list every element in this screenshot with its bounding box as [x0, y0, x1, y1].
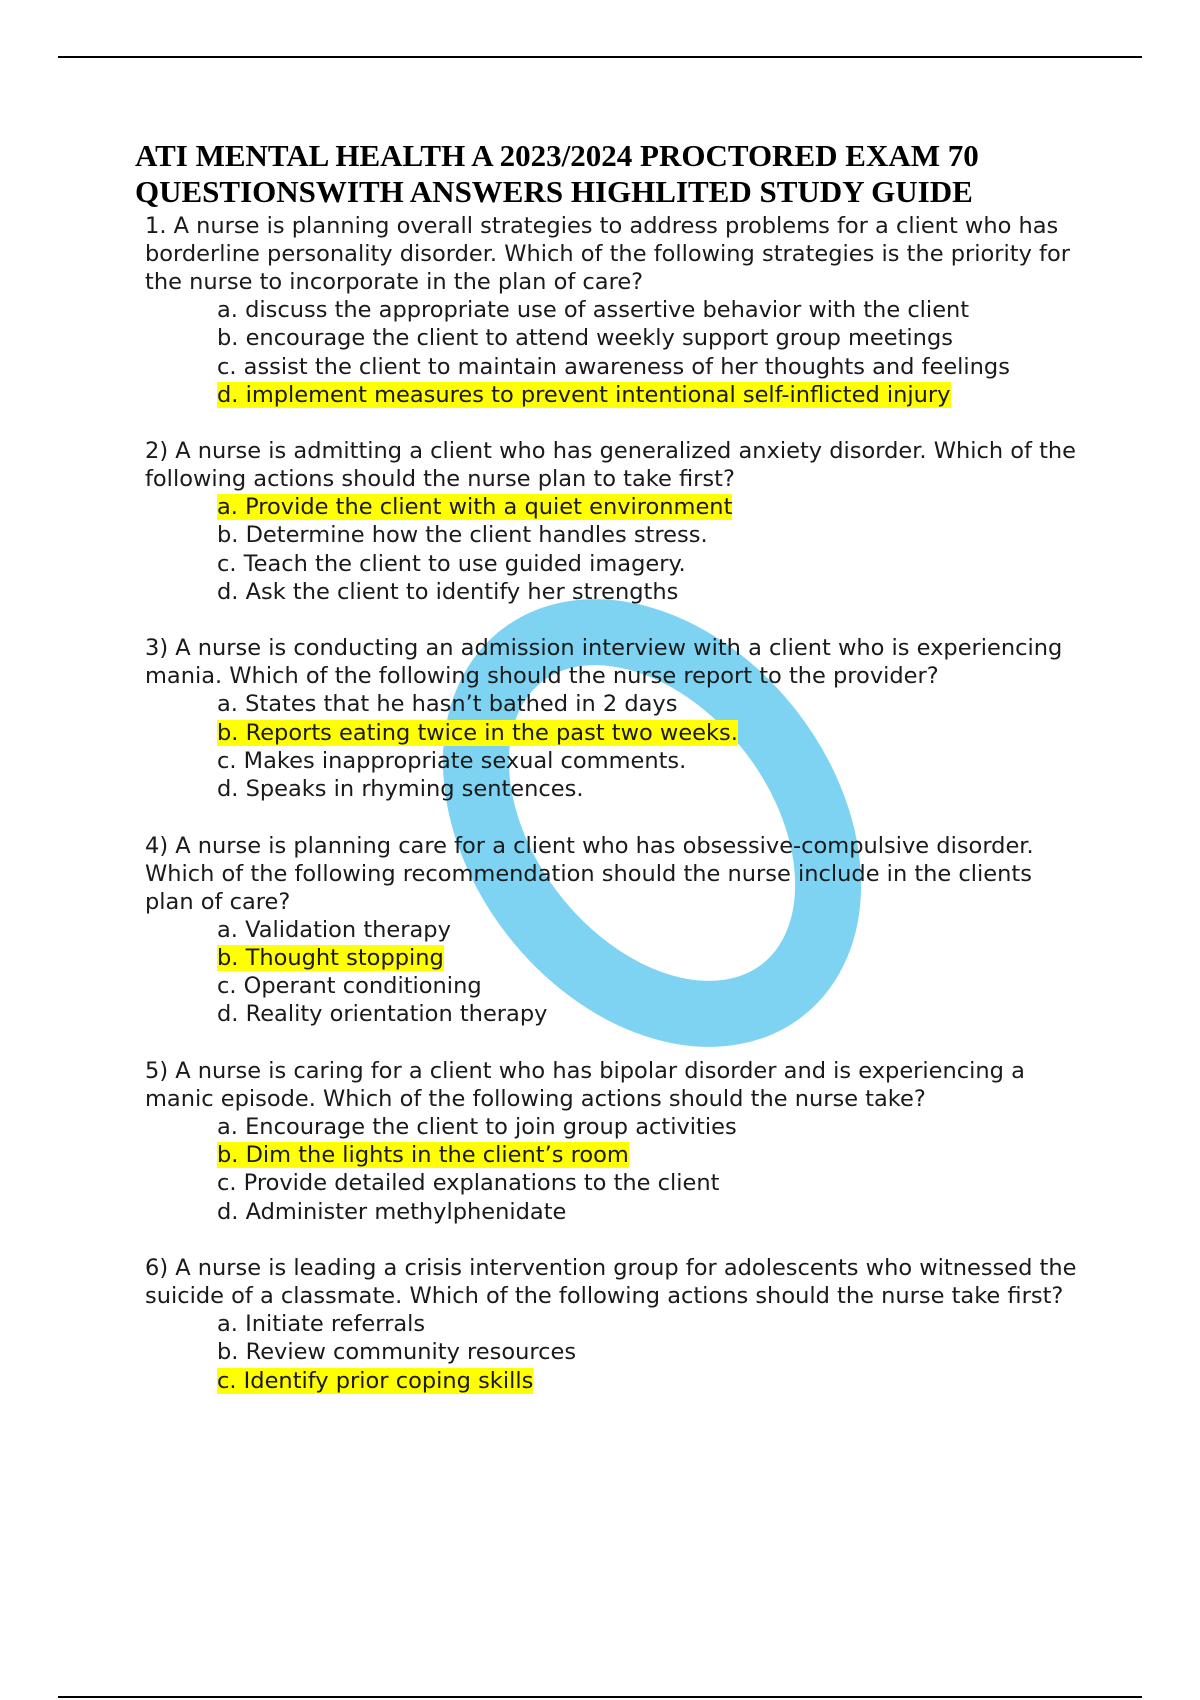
answer-option-correct: [217, 493, 1085, 521]
answer-option-text: d. Speaks in rhyming sentences.: [217, 776, 584, 803]
answer-option: [217, 1310, 1085, 1338]
answer-options: [135, 296, 1085, 409]
answer-option-text: a. Provide the client with a quiet environment: [217, 494, 733, 521]
answer-option: [217, 775, 1085, 803]
answer-option-text: c. Teach the client to use guided imagery.: [217, 550, 686, 577]
answer-option: [217, 521, 1085, 549]
answer-option: [217, 578, 1085, 606]
answer-option: [217, 916, 1085, 944]
answer-option-correct: [217, 1367, 1085, 1395]
question-stem: 5) A nurse is caring for a client who has bipolar disorder and is experiencing a manic episode. Which of the following actions should the nurse take?: [145, 1057, 1025, 1112]
answer-option: [217, 1169, 1085, 1197]
answer-option-text: c. Operant conditioning: [217, 973, 482, 1000]
answer-option: [217, 296, 1085, 324]
answer-option-text: c. Identify prior coping skills: [217, 1367, 534, 1394]
answer-option: [217, 1113, 1085, 1141]
answer-option-correct: [217, 944, 1085, 972]
answer-option-text: b. Dim the lights in the client’s room: [217, 1142, 629, 1169]
question-item: [135, 1057, 1085, 1226]
question-item: [135, 634, 1085, 803]
answer-option-text: a. discuss the appropriate use of assertive behavior with the client: [217, 297, 970, 323]
answer-option: [217, 1338, 1085, 1366]
question-item: [135, 1254, 1085, 1395]
answer-options: [135, 916, 1085, 1029]
answer-option-text: c. assist the client to maintain awareness of her thoughts and feelings: [217, 353, 1010, 380]
answer-option-text: a. Encourage the client to join group activities: [217, 1113, 737, 1140]
document-title: [135, 138, 1085, 210]
answer-option-text: b. Review community resources: [217, 1339, 577, 1366]
answer-option-text: d. Ask the client to identify her strengths: [217, 579, 679, 606]
question-stem: 6) A nurse is leading a crisis intervention group for adolescents who witnessed the suicide of a classmate. Which of the following actions should the nurse take first?: [145, 1254, 1077, 1309]
answer-options: [135, 690, 1085, 803]
answer-option-text: b. encourage the client to attend weekly support group meetings: [217, 325, 953, 352]
answer-option-correct: [217, 381, 1085, 409]
answer-option-text: b. Reports eating twice in the past two weeks.: [217, 719, 738, 746]
answer-option-correct: [217, 719, 1085, 747]
answer-option: [217, 972, 1085, 1000]
document-page: [135, 138, 1085, 1423]
question-item: [135, 212, 1085, 409]
answer-option: [217, 690, 1085, 718]
answer-option: [217, 324, 1085, 352]
answer-options: [135, 1310, 1085, 1395]
question-stem: 4) A nurse is planning care for a client who has obsessive-compulsive disorder. Which of the following recommendation should the nurse include in the clients plan of care?: [145, 832, 1034, 915]
answer-option-text: a. Validation therapy: [217, 916, 451, 943]
answer-option: [217, 1000, 1085, 1028]
answer-option-text: a. Initiate referrals: [217, 1310, 426, 1337]
answer-options: [135, 1113, 1085, 1226]
question-stem: 2) A nurse is admitting a client who has generalized anxiety disorder. Which of the following actions should the nurse plan to take first?: [145, 438, 1077, 493]
answer-option-correct: [217, 1141, 1085, 1169]
answer-option-text: b. Determine how the client handles stress.: [217, 522, 708, 549]
answer-option: [217, 1198, 1085, 1226]
question-list: [135, 212, 1085, 1395]
top-rule: [58, 56, 1142, 58]
answer-option: [217, 550, 1085, 578]
answer-option-text: c. Makes inappropriate sexual comments.: [217, 747, 687, 774]
answer-option-text: d. implement measures to prevent intentional self-inflicted injury: [217, 381, 951, 408]
answer-option: [217, 747, 1085, 775]
bottom-rule: [58, 1696, 1142, 1698]
answer-option-text: d. Reality orientation therapy: [217, 1001, 548, 1028]
answer-option: [217, 353, 1085, 381]
answer-option-text: c. Provide detailed explanations to the client: [217, 1170, 720, 1197]
document-title-line2: QUESTIONSWITH ANSWERS HIGHLITED STUDY GUIDE: [135, 174, 973, 209]
answer-option-text: a. States that he hasn’t bathed in 2 days: [217, 691, 678, 718]
answer-options: [135, 493, 1085, 606]
answer-option-text: d. Administer methylphenidate: [217, 1198, 567, 1225]
question-item: [135, 437, 1085, 606]
answer-option-text: b. Thought stopping: [217, 944, 444, 971]
question-stem: 3) A nurse is conducting an admission interview with a client who is experiencing mania. Which of the following should the nurse report to the provider?: [145, 635, 1063, 690]
question-item: [135, 832, 1085, 1029]
document-title-line1: ATI MENTAL HEALTH A 2023/2024 PROCTORED EXAM 70: [135, 138, 979, 173]
question-stem: 1. A nurse is planning overall strategies to address problems for a client who has borderline personality disorder. Which of the following strategies is the priority for the nurse to incorporate in the plan of care?: [145, 213, 1070, 295]
